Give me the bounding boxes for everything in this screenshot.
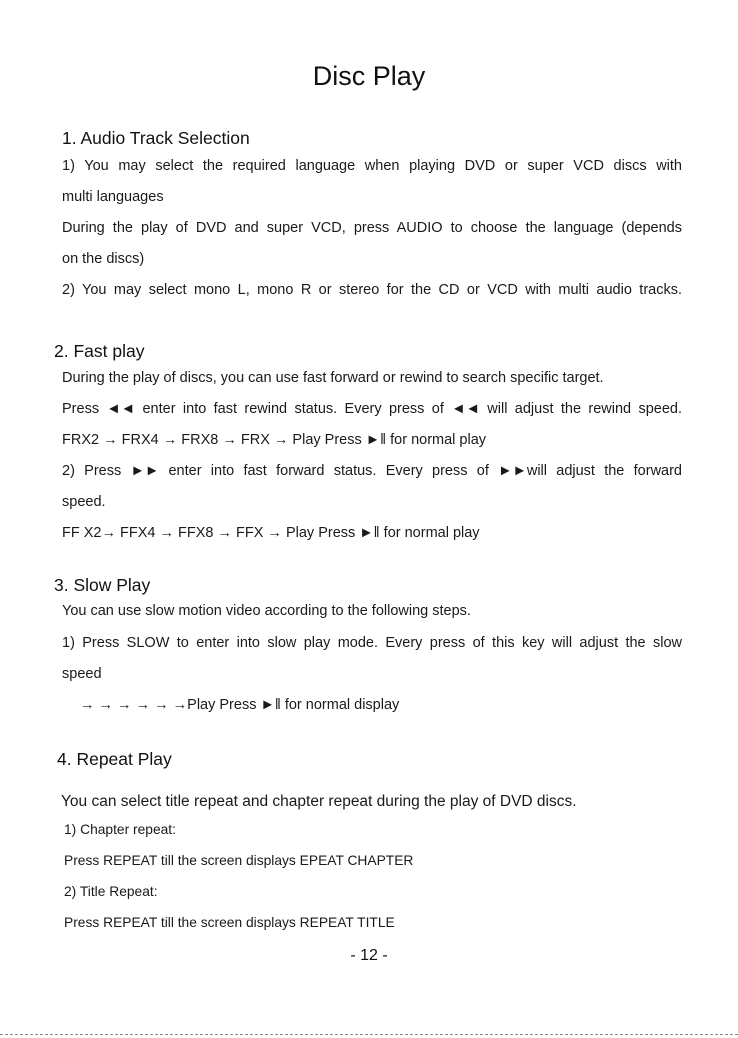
paragraph-line: You can use slow motion video according to the following steps.: [62, 603, 471, 619]
paragraph-line: You can select title repeat and chapter repeat during the play of DVD discs.: [61, 793, 577, 810]
page-title: Disc Play: [312, 61, 426, 91]
paragraph-line: Press REPEAT till the screen displays REPEAT TITLE: [64, 915, 395, 930]
paragraph-line: Press ◄◄ enter into fast rewind status. Every press of ◄◄ will adjust the rewind speed.: [62, 401, 682, 417]
section-heading-fast-play: 2. Fast play: [54, 341, 145, 361]
paragraph-line: on the discs): [62, 251, 145, 267]
page-number: - 12 -: [350, 947, 388, 964]
section-heading-audio-track: 1. Audio Track Selection: [62, 128, 250, 148]
paragraph-line: speed.: [62, 494, 106, 510]
section-heading-repeat-play: 4. Repeat Play: [57, 749, 172, 769]
paragraph-line: 2) You may select mono L, mono R or stereo for the CD or VCD with multi audio tracks.: [62, 282, 682, 298]
paragraph-line: Press REPEAT till the screen displays EPEAT CHAPTER: [64, 853, 414, 868]
paragraph-line: 2) Press ►► enter into fast forward status. Every press of ►►will adjust the forward: [62, 463, 682, 479]
paragraph-line: 2) Title Repeat:: [64, 884, 158, 899]
page-bottom-divider: [0, 1034, 738, 1035]
paragraph-line: During the play of discs, you can use fast forward or rewind to search specific target.: [62, 370, 604, 386]
paragraph-line: 1) Press SLOW to enter into slow play mode. Every press of this key will adjust the slow: [62, 635, 682, 651]
section-heading-slow-play: 3. Slow Play: [54, 575, 151, 595]
paragraph-line: multi languages: [62, 189, 164, 205]
paragraph-line: 1) Chapter repeat:: [64, 822, 176, 837]
paragraph-line: → → → → → →Play Press ►‖ for normal display: [80, 697, 400, 713]
paragraph-line: FF X2→ FFX4 → FFX8 → FFX → Play Press ►‖ for normal play: [62, 525, 480, 541]
paragraph-line: FRX2 → FRX4 → FRX8 → FRX → Play Press ►‖ for normal play: [62, 432, 487, 448]
paragraph-line: 1) You may select the required language when playing DVD or super VCD discs with: [62, 158, 682, 174]
paragraph-line: During the play of DVD and super VCD, press AUDIO to choose the language (depends: [62, 220, 682, 236]
paragraph-line: speed: [62, 666, 102, 682]
